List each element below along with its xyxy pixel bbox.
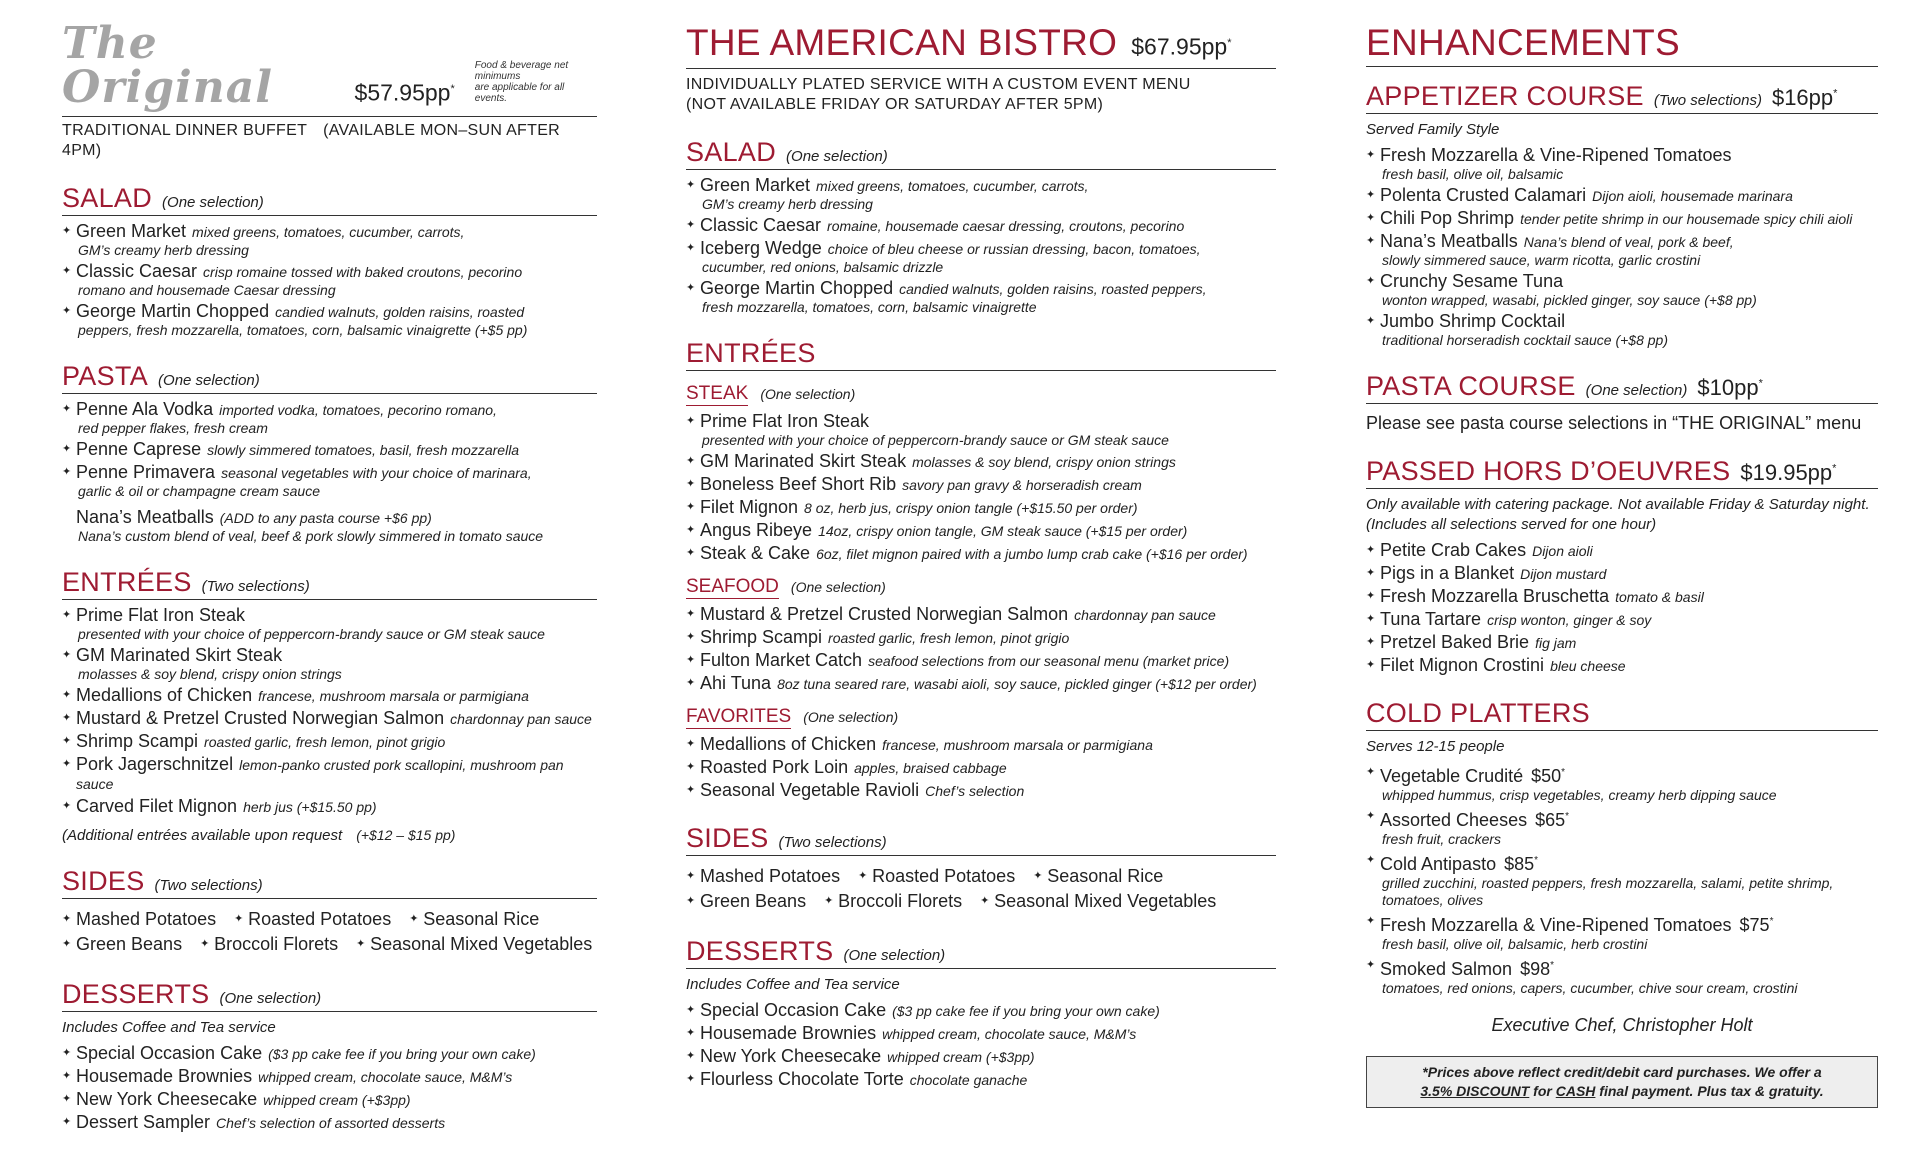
enhancements-header	[1366, 22, 1878, 67]
sides-list	[686, 864, 1276, 914]
menu-item: ✦ Pigs in a Blanket Dijon mustard	[1366, 564, 1878, 584]
bistro-subtitle: INDIVIDUALLY PLATED SERVICE WITH A CUSTOM EVENT MENU (NOT AVAILABLE FRIDAY OR SATURDAY AFTER 5PM)	[686, 76, 1191, 113]
side-item: ✦ Seasonal Rice	[1033, 864, 1163, 889]
section-header	[62, 866, 597, 899]
bistro-header	[686, 22, 1276, 69]
pricing-disclaimer: *Prices above reflect credit/debit card purchases. We offer a 3.5% DISCOUNT for CASH final payment. Plus tax & gratuity.	[1366, 1056, 1878, 1108]
menu-item: ✦ Dessert Sampler Chef’s selection of assorted desserts	[62, 1113, 597, 1133]
menu-item: ✦ Iceberg Wedge choice of bleu cheese or russian dressing, bacon, tomatoes, cucumber, red onions, balsamic drizzle	[686, 239, 1276, 276]
section-header	[686, 823, 1276, 856]
menu-item: ✦ Filet Mignon 8 oz, herb jus, crispy onion tangle (+$15.50 per order)	[686, 498, 1276, 518]
original-title: The Original	[62, 18, 273, 113]
menu-item: ✦ Classic Caesar crisp romaine tossed with baked croutons, pecorino romano and housemade Caesar dressing	[62, 262, 597, 299]
section-note: (Two selections)	[201, 578, 310, 595]
original-column	[62, 18, 597, 1136]
menu-item: ✦ Fulton Market Catch seafood selections from our seasonal menu (market price)	[686, 651, 1276, 671]
menu-item: ✦ Fresh Mozzarella Bruschetta tomato & basil	[1366, 587, 1878, 607]
minimums-note: Food & beverage net minimums are applicable for all events.	[474, 60, 569, 104]
menu-list	[1366, 763, 1878, 997]
menu-item: ✦ Flourless Chocolate Torte chocolate ganache	[686, 1070, 1276, 1090]
subsection-title: SEAFOOD	[686, 576, 779, 597]
menu-item: ✦ Penne Ala Vodka imported vodka, tomatoes, pecorino romano, red pepper flakes, fresh cream	[62, 400, 597, 437]
menu-list	[62, 1044, 597, 1133]
sides-row	[686, 864, 1276, 889]
menu-list	[62, 222, 597, 339]
section-header	[686, 338, 1276, 371]
side-item: ✦ Broccoli Florets	[824, 889, 962, 914]
bistro-entrees-section	[686, 338, 1276, 801]
pasta-course-text: Please see pasta course selections in “THE ORIGINAL” menu	[1366, 413, 1862, 433]
side-item: ✦ Roasted Potatoes	[858, 864, 1015, 889]
menu-item: ✦ Crunchy Sesame Tuna wonton wrapped, wasabi, pickled ginger, soy sauce (+$8 pp)	[1366, 272, 1878, 309]
menu-item: ✦ Green Market mixed greens, tomatoes, cucumber, carrots, GM’s creamy herb dressing	[62, 222, 597, 259]
menu-list	[62, 606, 597, 817]
additional-entrees-note: (Additional entrées available upon request (+$12 – $15 pp)	[62, 827, 456, 844]
menu-list	[62, 400, 597, 545]
menu-item: ✦ Steak & Cake 6oz, filet mignon paired with a jumbo lump crab cake (+$16 per order)	[686, 544, 1276, 564]
original-pasta-section	[62, 361, 597, 545]
menu-item: ✦ Angus Ribeye 14oz, crispy onion tangle, GM steak sauce (+$15 per order)	[686, 521, 1276, 541]
section-title: SALAD	[62, 183, 153, 213]
hors-doeuvres-section	[1366, 456, 1878, 676]
menu-item: ✦ Polenta Crusted Calamari Dijon aioli, housemade marinara	[1366, 186, 1878, 206]
menu-item: ✦ Special Occasion Cake ($3 pp cake fee if you bring your own cake)	[686, 1001, 1276, 1021]
menu-item: ✦ Smoked Salmon $98* tomatoes, red onions, capers, cucumber, chive sour cream, crostini	[1366, 956, 1878, 997]
menu-item: ✦ Penne Caprese slowly simmered tomatoes, basil, fresh mozzarella	[62, 440, 597, 460]
section-title: DESSERTS	[686, 936, 834, 966]
sides-row	[686, 889, 1276, 914]
menu-item: ✦ Medallions of Chicken francese, mushroom marsala or parmigiana	[62, 686, 597, 706]
menu-item: ✦ Mustard & Pretzel Crusted Norwegian Salmon chardonnay pan sauce	[686, 605, 1276, 625]
section-title: COLD PLATTERS	[1366, 698, 1590, 728]
menu-list	[686, 176, 1276, 316]
sides-list	[62, 907, 597, 957]
section-header	[1366, 698, 1878, 731]
section-header	[62, 979, 597, 1012]
menu-item: ✦ George Martin Chopped candied walnuts, golden raisins, roasted peppers, fresh mozzarella, tomatoes, corn, balsamic vinaigrette (+$5 pp)	[62, 302, 597, 339]
menu-item: ✦ Petite Crab Cakes Dijon aioli	[1366, 541, 1878, 561]
menu-item: ✦ Housemade Brownies whipped cream, chocolate sauce, M&M’s	[686, 1024, 1276, 1044]
subsection-note: (One selection)	[803, 709, 899, 725]
cold-platters-section	[1366, 698, 1878, 997]
sides-row	[62, 932, 597, 957]
pasta-course-section	[1366, 371, 1878, 434]
original-header	[62, 18, 597, 117]
section-header	[1366, 371, 1878, 404]
menu-item: ✦ Jumbo Shrimp Cocktail traditional horseradish cocktail sauce (+$8 pp)	[1366, 312, 1878, 349]
original-subtitle: TRADITIONAL DINNER BUFFET (AVAILABLE MON–SUN AFTER 4PM)	[62, 122, 561, 159]
section-price: $19.95pp*	[1740, 460, 1837, 485]
section-price: $16pp*	[1771, 85, 1838, 110]
section-note: (One selection)	[843, 947, 946, 964]
section-price: $10pp*	[1697, 375, 1763, 400]
section-title: APPETIZER COURSE	[1366, 81, 1644, 111]
section-title: SALAD	[686, 137, 777, 167]
menu-item: ✦ GM Marinated Skirt Steak molasses & soy blend, crispy onion strings	[62, 646, 597, 683]
section-title: ENTRÉES	[62, 567, 192, 597]
side-item: ✦ Seasonal Rice	[409, 907, 539, 932]
section-lead: Includes Coffee and Tea service	[62, 1019, 276, 1036]
original-price: $57.95pp*	[354, 80, 455, 106]
section-note: (Two selections)	[1653, 92, 1762, 109]
sides-row	[62, 907, 597, 932]
bistro-salad-section	[686, 137, 1276, 316]
menu-item: ✦ Boneless Beef Short Rib savory pan gravy & horseradish cream	[686, 475, 1276, 495]
section-header	[686, 936, 1276, 969]
menu-item: ✦ Pork Jagerschnitzel lemon-panko crusted pork scallopini, mushroom pan sauce	[62, 755, 597, 794]
menu-item: ✦ Carved Filet Mignon herb jus (+$15.50 pp)	[62, 797, 597, 817]
menu-item: ✦ Chili Pop Shrimp tender petite shrimp in our housemade spicy chili aioli	[1366, 209, 1878, 229]
menu-item: ✦ Seasonal Vegetable Ravioli Chef’s selection	[686, 781, 1276, 801]
menu-item: ✦ Fresh Mozzarella & Vine-Ripened Tomatoes $75* fresh basil, olive oil, balsamic, herb crostini	[1366, 912, 1878, 953]
menu-list	[1366, 146, 1878, 349]
section-header	[62, 361, 597, 394]
menu-item: ✦ Nana’s Meatballs Nana’s blend of veal, pork & beef, slowly simmered sauce, warm ricotta, garlic crostini	[1366, 232, 1878, 269]
bistro-column	[686, 22, 1276, 1093]
menu-item: ✦ Penne Primavera seasonal vegetables with your choice of marinara, garlic & oil or champagne cream sauce	[62, 463, 597, 500]
appetizer-section	[1366, 81, 1878, 349]
section-header	[1366, 81, 1878, 114]
section-title: ENTRÉES	[686, 338, 816, 368]
section-title: SIDES	[62, 866, 145, 896]
subsection-title: FAVORITES	[686, 706, 792, 727]
enhancements-title: ENHANCEMENTS	[1366, 22, 1681, 63]
side-item: ✦ Seasonal Mixed Vegetables	[980, 889, 1216, 914]
section-lead: Served Family Style	[1366, 121, 1500, 138]
menu-item: ✦ Shrimp Scampi roasted garlic, fresh lemon, pinot grigio	[62, 732, 597, 752]
original-desserts-section	[62, 979, 597, 1133]
subsection-note: (One selection)	[760, 386, 856, 402]
section-title: PASTA COURSE	[1366, 371, 1576, 401]
section-header	[686, 137, 1276, 170]
side-item: ✦ Green Beans	[62, 932, 182, 957]
original-entrees-section	[62, 567, 597, 844]
menu-item: ✦ Classic Caesar romaine, housemade caesar dressing, croutons, pecorino	[686, 216, 1276, 236]
menu-item: ✦ Housemade Brownies whipped cream, chocolate sauce, M&M’s	[62, 1067, 597, 1087]
menu-item: ✦ Mustard & Pretzel Crusted Norwegian Salmon chardonnay pan sauce	[62, 709, 597, 729]
bistro-title: THE AMERICAN BISTRO	[686, 22, 1118, 63]
section-title: PASSED HORS D’OEUVRES	[1366, 456, 1731, 486]
section-title: DESSERTS	[62, 979, 210, 1009]
section-lead: Includes Coffee and Tea service	[686, 976, 900, 993]
menu-item: ✦ Assorted Cheeses $65* fresh fruit, crackers	[1366, 807, 1878, 848]
menu-list	[686, 605, 1276, 694]
original-salad-section	[62, 183, 597, 339]
subsection-note: (One selection)	[790, 579, 886, 595]
side-item: ✦ Roasted Potatoes	[234, 907, 391, 932]
menu-item: ✦ Medallions of Chicken francese, mushroom marsala or parmigiana	[686, 735, 1276, 755]
menu-item: ✦ Ahi Tuna 8oz tuna seared rare, wasabi aioli, soy sauce, pickled ginger (+$12 per order)	[686, 674, 1276, 694]
menu-item: ✦ Shrimp Scampi roasted garlic, fresh lemon, pinot grigio	[686, 628, 1276, 648]
section-note: (Two selections)	[154, 877, 263, 894]
section-lead: Only available with catering package. Not available Friday & Saturday night. (Includes all selections served for one hour)	[1366, 496, 1870, 533]
bistro-sides-section	[686, 823, 1276, 914]
side-item: ✦ Broccoli Florets	[200, 932, 338, 957]
menu-item-addon: Nana’s Meatballs (ADD to any pasta course +$6 pp) Nana’s custom blend of veal, beef & pork slowly simmered in tomato sauce	[76, 507, 544, 544]
section-note: (One selection)	[158, 372, 260, 389]
steak-subheader	[686, 383, 1276, 406]
menu-item: ✦ GM Marinated Skirt Steak molasses & soy blend, crispy onion strings	[686, 452, 1276, 472]
section-header	[1366, 456, 1878, 489]
menu-item: ✦ Special Occasion Cake ($3 pp cake fee if you bring your own cake)	[62, 1044, 597, 1064]
menu-item: ✦ Vegetable Crudité $50* whipped hummus, crisp vegetables, creamy herb dipping sauce	[1366, 763, 1878, 804]
enhancements-column	[1366, 22, 1878, 1108]
menu-list	[686, 412, 1276, 564]
bistro-price: $67.95pp*	[1131, 34, 1232, 60]
menu-item: ✦ Green Market mixed greens, tomatoes, cucumber, carrots, GM’s creamy herb dressing	[686, 176, 1276, 213]
side-item: ✦ Mashed Potatoes	[62, 907, 216, 932]
section-lead: Serves 12-15 people	[1366, 738, 1505, 755]
menu-item: ✦ Roasted Pork Loin apples, braised cabbage	[686, 758, 1276, 778]
section-title: SIDES	[686, 823, 769, 853]
executive-chef: Executive Chef, Christopher Holt	[1491, 1015, 1753, 1035]
menu-list	[1366, 541, 1878, 676]
section-note: (Two selections)	[778, 834, 887, 851]
menu-list	[686, 735, 1276, 801]
side-item: ✦ Green Beans	[686, 889, 806, 914]
side-item: ✦ Seasonal Mixed Vegetables	[356, 932, 592, 957]
menu-item: ✦ New York Cheesecake whipped cream (+$3pp)	[686, 1047, 1276, 1067]
menu-item: ✦ Filet Mignon Crostini bleu cheese	[1366, 656, 1878, 676]
section-note: (One selection)	[162, 194, 264, 211]
menu-item: ✦ Pretzel Baked Brie fig jam	[1366, 633, 1878, 653]
seafood-subheader	[686, 576, 1276, 599]
section-title: PASTA	[62, 361, 149, 391]
section-header	[62, 183, 597, 216]
bistro-desserts-section	[686, 936, 1276, 1090]
section-header	[62, 567, 597, 600]
subsection-title: STEAK	[686, 383, 749, 404]
side-item: ✦ Mashed Potatoes	[686, 864, 840, 889]
menu-item: ✦ Cold Antipasto $85* grilled zucchini, roasted peppers, fresh mozzarella, salami, petite shrimp, tomatoes, olives	[1366, 851, 1878, 909]
menu-item: ✦ Tuna Tartare crisp wonton, ginger & soy	[1366, 610, 1878, 630]
menu-list	[686, 1001, 1276, 1090]
favorites-subheader	[686, 706, 1276, 729]
section-note: (One selection)	[786, 148, 888, 165]
menu-item: ✦ New York Cheesecake whipped cream (+$3pp)	[62, 1090, 597, 1110]
menu-item: ✦ George Martin Chopped candied walnuts, golden raisins, roasted peppers, fresh mozzarella, tomatoes, corn, balsamic vinaigrette	[686, 279, 1276, 316]
menu-item: ✦ Fresh Mozzarella & Vine-Ripened Tomatoes fresh basil, olive oil, balsamic	[1366, 146, 1878, 183]
original-sides-section	[62, 866, 597, 957]
menu-item: ✦ Prime Flat Iron Steak presented with your choice of peppercorn-brandy sauce or GM steak sauce	[686, 412, 1276, 449]
menu-item: ✦ Prime Flat Iron Steak presented with your choice of peppercorn-brandy sauce or GM steak sauce	[62, 606, 597, 643]
section-note: (One selection)	[1585, 382, 1688, 399]
section-note: (One selection)	[219, 990, 322, 1007]
